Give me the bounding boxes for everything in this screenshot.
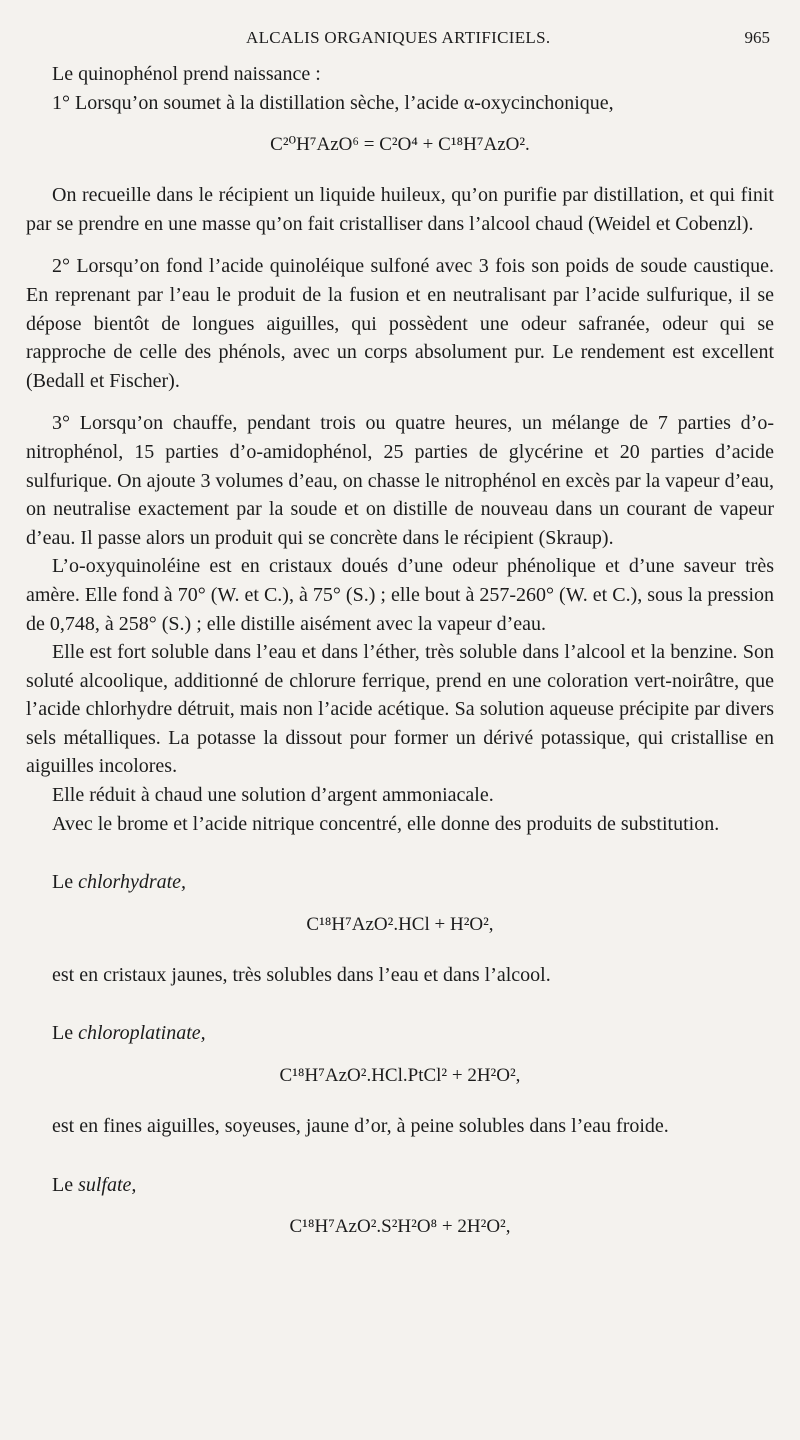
salt-name: chlorhydrate, bbox=[78, 871, 187, 894]
salt-lead: Le bbox=[52, 1173, 74, 1196]
paragraph-reduction: Elle réduit à chaud une solution d’argent ammoniacale. bbox=[52, 784, 494, 807]
salt-name: sulfate, bbox=[78, 1173, 137, 1196]
salt-description-chlorhydrate: est en cristaux jaunes, très solubles dans l’eau et dans l’alcool. bbox=[52, 963, 551, 986]
paragraph-method-1: 1° Lorsqu’on soumet à la distillation sèche, l’acide α-oxycinchonique, bbox=[52, 91, 614, 114]
salt-heading-chlorhydrate bbox=[26, 868, 774, 897]
salt-lead: Le bbox=[52, 871, 74, 894]
page-header bbox=[0, 22, 800, 52]
page-number: 965 bbox=[744, 28, 770, 47]
paragraph-method-3: 3° Lorsqu’on chauffe, pendant trois ou quatre heures, un mélange de 7 parties d’o-nitrophénol, 15 parties d’o-amidophénol, 25 parties de glycérine et 20 parties d’acide sulfurique. On ajoute 3 volumes d’eau, on chasse le nitrophénol en excès par la vapeur d’eau, on neutralise exactement par la soude et on distille de nouveau dans un courant de vapeur d’eau. Il passe alors un produit qui se concrète dans le récipient (Skraup). bbox=[26, 412, 774, 549]
formula-sulfate: C¹⁸H⁷AzO².S²H²O⁸ + 2H²O², bbox=[289, 1216, 511, 1238]
formula-decomposition: C²⁰H⁷AzO⁶ = C²O⁴ + C¹⁸H⁷AzO². bbox=[270, 134, 530, 156]
paragraph-substitution: Avec le brome et l’acide nitrique concentré, elle donne des produits de substitution. bbox=[52, 812, 720, 835]
paragraph-solubility: Elle est fort soluble dans l’eau et dans l’éther, très soluble dans l’alcool et la benzine. Son soluté alcoolique, additionné de chlorure ferrique, prend en une coloration vert-noirâtre, que l’acide chlorhydre détruit, mais non l’acide acétique. Sa solution aqueuse précipite par divers sels métalliques. La potasse la dissout pour former un dérivé potassique, qui cristallise en aiguilles incolores. bbox=[26, 641, 774, 778]
paragraph-purification: On recueille dans le récipient un liquide huileux, qu’on purifie par distillation, et qui finit par se prendre en une masse qu’on fait cristalliser dans l’alcool chaud (Weidel et Cobenzl). bbox=[26, 184, 774, 235]
salt-description-chloroplatinate: est en fines aiguilles, soyeuses, jaune d’or, à peine solubles dans l’eau froide. bbox=[52, 1115, 669, 1138]
salt-lead: Le bbox=[52, 1022, 74, 1045]
formula-chlorhydrate: C¹⁸H⁷AzO².HCl + H²O², bbox=[306, 913, 494, 935]
paragraph-intro: Le quinophénol prend naissance : bbox=[52, 63, 321, 85]
salt-name: chloroplatinate, bbox=[78, 1022, 206, 1045]
paragraph-method-2: 2° Lorsqu’on fond l’acide quinoléique sulfoné avec 3 fois son poids de soude caustique. En reprenant par l’eau le produit de la fusion et en neutralisant par l’acide sulfurique, il se dépose bientôt de longues aiguilles, qui possèdent une odeur safranée, odeur qui se rapproche de celle des phénols, avec un corps absolument pur. Le rendement est excellent (Bedall et Fischer). bbox=[26, 255, 774, 392]
running-title: ALCALIS ORGANIQUES ARTIFICIELS. bbox=[246, 28, 551, 47]
paragraph-properties: L’o-oxyquinoléine est en cristaux doués d’une odeur phénolique et d’une saveur très amère. Elle fond à 70° (W. et C.), à 75° (S.) ; elle bout à 257-260° (W. et C.), sous la pression de 0,748, à 258° (S.) ; elle distille aisément avec la vapeur d’eau. bbox=[26, 555, 774, 635]
formula-chloroplatinate: C¹⁸H⁷AzO².HCl.PtCl² + 2H²O², bbox=[279, 1065, 521, 1087]
page-body bbox=[26, 60, 774, 1241]
salt-heading-chloroplatinate bbox=[26, 1019, 774, 1048]
salt-heading-sulfate bbox=[26, 1171, 774, 1200]
